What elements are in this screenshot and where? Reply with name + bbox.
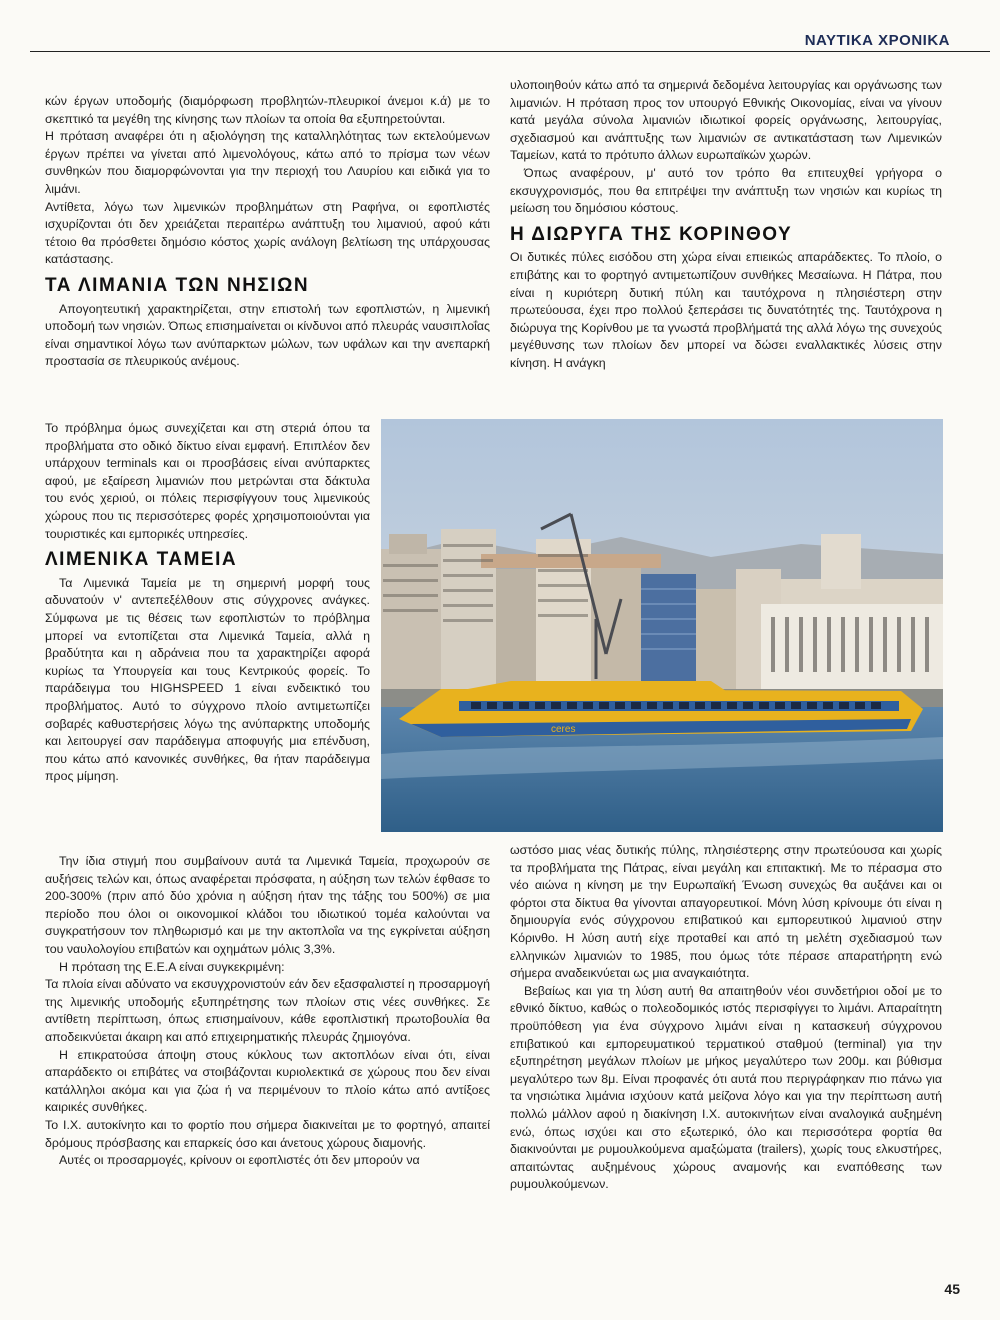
section-heading-funds: ΛΙΜΕΝΙΚΑ ΤΑΜΕΙΑ (45, 549, 238, 571)
right-column-bottom (510, 842, 942, 1194)
paragraph: κών έργων υποδομής (διαμόρφωση προβλητών-πλευρικοί άνεμοι κ.ά) με το σκεπτικό τα μεγέθη της κίνησης των πλοίων τα οποία θα εξυπηρετούνται. (45, 94, 490, 126)
paragraph: Όπως αναφέρουν, μ' αυτό τον τρόπο θα επιτευχθεί γρήγορα ο εκσυγχρονισμός, που θα επιτρέψει την ανάπτυξη των νησιών και κυρίως τη μείωση του δημόσιου κόστους. (510, 165, 942, 216)
ferry-harbor-photo (381, 419, 943, 832)
paragraph: Τα Λιμενικά Ταμεία με τη σημερινή μορφή τους αδυνατούν ν' αντεπεξέλθουν στις σύγχρονες ανάγκες. Σύμφωνα με τις θέσεις των εφοπλιστών το πρόβλημα μπορεί να εντοπίζεται στα Λιμενικά Ταμεία, αλλά η βραδύτητα και η αδράνεια που τα χαρακτηρίζει αφορά κυρίως τα Υπουργεία και τους Κεντρικούς φορείς. Το παράδειγμα του HIGHSPEED 1 είναι ενδεικτικό του προβλήματος. Αυτό το σύγχρονο πλοίο αντιμετωπίζει σοβαρές καθυστερήσεις λόγω της ανύπαρκτης υποδομής και λειτουργεί σαν παράδειγμα αποφυγής μια επένδυση, που κάτω από κανονικές συνθήκες, θα ήταν παράδειγμα προς μίμηση. (45, 575, 370, 784)
paragraph: Την ίδια στιγμή που συμβαίνουν αυτά τα Λιμενικά Ταμεία, προχωρούν σε αυξήσεις τελών και, όπως αναφέρεται πρόσφατα, η αύξηση των τελών έφθασε το 200-300% (πριν από δύο χρόνια η αύξηση ήταν της τάξης του 500%) σε μια περίοδο που όλοι οι οικονομικοί κλάδοι του ιδιωτικού τομέα καλούνται να συγκρατήσουν τον πληθωρισμό και με την ακτοπλοΐα να της εγκρίνεται αύξηση του ναυλολογίου επιβατών και οχημάτων μόλις 3,3%. (45, 854, 490, 956)
section-heading-corinth: Η ΔΙΩΡΥΓΑ ΤΗΣ ΚΟΡΙΝΘΟΥ (510, 223, 793, 245)
ferry-photo-illustration (381, 419, 943, 832)
paragraph: Το πρόβλημα όμως συνεχίζεται και στη στεριά όπου τα προβλήματα στο οδικό δίκτυο είναι εμφανή. Επιπλέον δεν υπάρχουν terminals και οι προσβάσεις είναι ανύπαρκτες αφού, με εξαίρεση λιμανιών που μετρώνται στα δάκτυλα του ενός χεριού, οι πόλεις περισφίγγουν τους λιμενικούς χώρους που τις περισσότερες φορές χρησιμοποιούνται για τουριστικές και εμπορικές υπηρεσίες. (45, 421, 370, 541)
magazine-header: ΝΑΥΤΙΚΑ ΧΡΟΝΙΚΑ (804, 32, 950, 49)
paragraph: Απογοητευτική χαρακτηρίζεται, στην επιστολή των εφοπλιστών, η λιμενική υποδομή των νησιών. Όπως επισημαίνεται οι κίνδυνοι από πλευράς ναυσιπλοΐας είναι σημαντικοί λόγω των ανύπαρκτων μώλων, των υφάλων και την ανεπαρκή προστασία σε πλευρικούς ανέμους. (45, 301, 490, 369)
right-column-top (510, 77, 942, 373)
paragraph: Βεβαίως και για τη λύση αυτή θα απαιτηθούν νέοι συνδετήριοι οδοί με το εθνικό δίκτυο, καθώς ο πολεοδομικός ιστός περισφίγγει το λιμάνι. Απαραίτητη προϋπόθεση για ένα σύγχρονο λιμάνι είναι η κατασκευή σύγχρονου επιβατικού και εμπορευματικού τερματικού σταθμού (terminal) για την εξυπηρέτηση μεγάλων πλοίων με μήκος μεγαλύτερο των 200μ. και βύθισμα μεγαλύτερο των 8μ. Είναι προφανές ότι αυτά που περιγράφηκαν πιο πάνω για τα νησιώτικα λιμάνια ισχύουν κατά μείζονα λόγο και για την περίπτωση αυτή πολλώ μάλλον αφού η διακίνηση Ι.Χ. αυτοκινήτων είναι αναλογικά αυξημένη ενώ, όπως ισχύει και στο εξωτερικό, όλο και περισσότερα φορτία θα διακινούνται με ρυμουλκούμενα αμαξώματα (trailers), χωρίς τους ελκυστήρες, απαιτώντας αυξημένους χώρους αναμονής και εναπόθεσης των ρυμουλκούμενων. (510, 983, 942, 1192)
left-column-top (45, 93, 490, 371)
ferry-hull-text: ceres (551, 724, 576, 735)
paragraph: Η πρόταση της Ε.Ε.Α είναι συγκεκριμένη: (59, 959, 285, 974)
left-column-narrow (45, 420, 370, 786)
header-rule (30, 51, 990, 52)
section-heading-islands: ΤΑ ΛΙΜΑΝΙΑ ΤΩΝ ΝΗΣΙΩΝ (45, 274, 310, 296)
paragraph: υλοποιηθούν κάτω από τα σημερινά δεδομένα λειτουργίας και οργάνωσης των λιμανιών. Η πρόταση προς τον υπουργό Εθνικής Οικονομίας, είναι να γίνουν κατά μεγάλα σύνολα λιμανιών ιδιωτικοί φορείς οργάνωσης, λειτουργίας, σχεδιασμού και ανάπτυξης των λιμανιών σε αντικατάσταση των Λιμενικών Ταμείων, κατά το πρότυπο άλλων ευρωπαϊκών χωρών. (510, 78, 942, 163)
paragraph: ωστόσο μιας νέας δυτικής πύλης, πλησιέστερης στην πρωτεύουσα και χωρίς τα προβλήματα της Πάτρας, είναι μεγάλη και επιτακτική. Με το πέρασμα στο νέο αιώνα η κίνηση με την Ευρωπαϊκή Ένωση συνεχώς θα αυξάνει και οι φόρτοι στα δίκτυα θα γίνονται απαγορευτικοί. Μόνη λύση κρίνουμε ότι είναι η δημιουργία ενός σύγχρονου επιβατικού και εμπορευτικού λιμανιού στην Κόρινθο. Η λύση αυτή είχε προταθεί και από τη μελέτη σχεδιασμού των ελληνικών λιμανιών το 1985, που όμως τότε πέρασε απαρατήρητη ενώ σήμερα αναδεικνύεται ως μια αναγκαιότητα. (510, 843, 942, 981)
paragraph: Αυτές οι προσαρμογές, κρίνουν οι εφοπλιστές ότι δεν μπορούν να (59, 1153, 420, 1168)
left-column-bottom (45, 853, 490, 1170)
paragraph: Τα πλοία είναι αδύνατο να εκσυγχρονιστούν εάν δεν εξασφαλιστεί η προσαρμογή της λιμενικής υποδομής εξυπηρέτησης των πλοίων στις νέες συνθήκες. Σε αντίθετη περίπτωση, όπως επισημαίνουν, κάθε εφοπλιστική πρωτοβουλία θα αποδεικνύεται άκαιρη και από επιχειρηματικής πλευράς ζημιογόνα. (45, 977, 490, 1044)
page-number: 45 (944, 1281, 960, 1297)
paragraph: Η επικρατούσα άποψη στους κύκλους των ακτοπλόων είναι ότι, είναι απαράδεκτο οι επιβάτες να στοιβάζονται κυριολεκτικά σε χώρους που δεν είναι κατάλληλοι ακόμα και για ζώα ή να περιμένουν το πλοίο κάτω από αντίξοες καιρικές συνθήκες. (45, 1047, 490, 1115)
paragraph: Αντίθετα, λόγω των λιμενικών προβλημάτων στη Ραφήνα, οι εφοπλιστές ισχυρίζονται ότι δεν χρειάζεται περαιτέρω ανάπτυξη του λιμανιού, αφού κάτι τέτοιο θα πρόσθετει δημόσιο κόστος χωρίς ανάλογη βελτίωση της υπάρχουσας κατάστασης. (45, 199, 490, 267)
paragraph: Το Ι.Χ. αυτοκίνητο και το φορτίο που σήμερα διακινείται με το φορτηγό, απαιτεί δρόμους πρόσβασης και επαρκείς όσο και άνετους χώρους διαμονής. (45, 1117, 490, 1150)
paragraph: Η πρόταση αναφέρει ότι η αξιολόγηση της καταλληλότητας των εκτελούμενων έργων πρέπει να γίνεται από λιμενολόγους, κάτω από το πρίσμα των νέων συνθηκών που διαμορφώνονται για την περιοχή του Λαυρίου και ειδικά για το λιμάνι. (45, 129, 490, 196)
paragraph: Οι δυτικές πύλες εισόδου στη χώρα είναι επιεικώς απαράδεκτες. Το πλοίο, ο επιβάτης και το φορτηγό αντιμετωπίζουν συνθήκες Μεσαίωνα. Η Πάτρα, που είναι η κυριότερη δυτική πύλη και ταυτόχρονα η πλησιέστερη στην πρωτεύουσα, έχει προ πολλού ξεπεράσει τις δυνατότητές της. Ταυτόχρονα η διώρυγα της Κορίνθου με τα γνωστά προβλήματά της αλλά λόγω της συνεχούς μεγέθυνσης των πλοίων δεν μπορεί να δώσει εναλλακτικές λύσεις στην κίνηση. Η ανάγκη (510, 250, 942, 370)
